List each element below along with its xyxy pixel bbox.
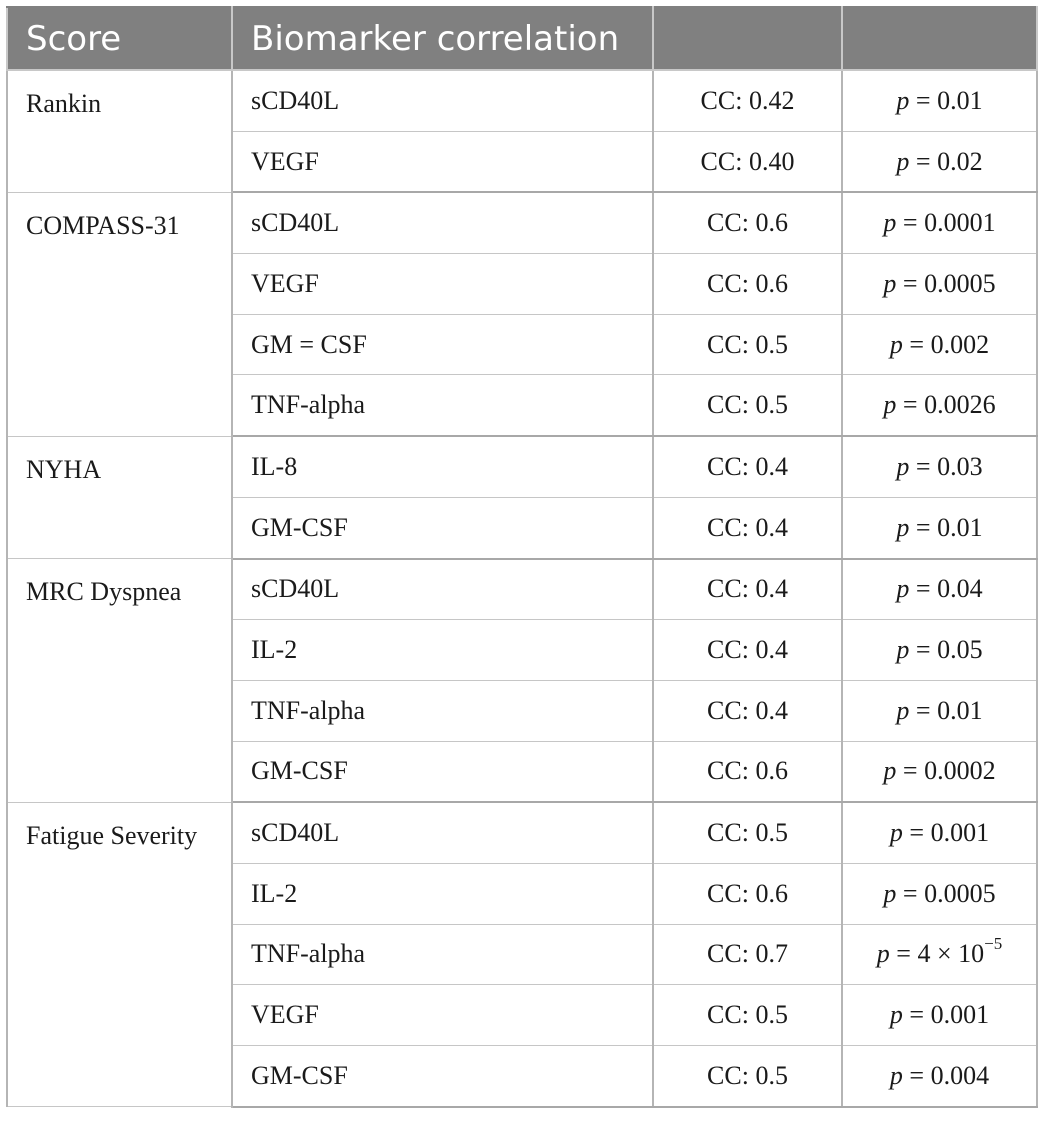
p-symbol: p xyxy=(896,451,910,481)
p-value-text: = 0.05 xyxy=(915,635,983,665)
p-symbol: p xyxy=(883,390,897,420)
p-symbol: p xyxy=(896,146,910,176)
p-value-text: = 0.004 xyxy=(909,1060,990,1090)
cc-cell: CC: 0.6 xyxy=(653,863,842,924)
p-symbol: p xyxy=(896,85,910,115)
cc-cell: CC: 0.5 xyxy=(653,314,842,375)
biomarker-cell: sCD40L xyxy=(232,802,653,863)
p-value-cell xyxy=(842,436,1037,497)
cc-cell: CC: 0.6 xyxy=(653,254,842,315)
p-symbol: p xyxy=(889,1000,903,1030)
p-symbol: p xyxy=(876,939,890,969)
biomarker-cell: GM = CSF xyxy=(232,314,653,375)
header-biomarker-correlation: Biomarker correlation xyxy=(232,7,653,70)
table-row xyxy=(7,559,1037,620)
p-symbol: p xyxy=(883,268,897,298)
p-exponent: −5 xyxy=(984,933,1003,953)
cc-cell: CC: 0.5 xyxy=(653,802,842,863)
cc-cell: CC: 0.40 xyxy=(653,131,842,192)
p-value-cell xyxy=(842,70,1037,131)
p-value-cell xyxy=(842,620,1037,681)
p-symbol: p xyxy=(889,329,903,359)
p-value-cell xyxy=(842,375,1037,436)
header-score: Score xyxy=(7,7,232,70)
biomarker-cell: GM-CSF xyxy=(232,497,653,558)
p-value-text: = 0.0005 xyxy=(902,268,996,298)
p-value-cell xyxy=(842,559,1037,620)
cc-cell: CC: 0.7 xyxy=(653,924,842,985)
p-symbol: p xyxy=(883,756,897,786)
p-symbol: p xyxy=(896,695,910,725)
p-value-cell xyxy=(842,924,1037,985)
cc-cell: CC: 0.4 xyxy=(653,497,842,558)
biomarker-cell: sCD40L xyxy=(232,559,653,620)
p-value-text: = 4 × 10 xyxy=(896,939,985,969)
table-row xyxy=(7,436,1037,497)
score-cell: MRC Dyspnea xyxy=(7,559,232,803)
p-symbol: p xyxy=(889,818,903,848)
p-value-cell xyxy=(842,314,1037,375)
score-cell: NYHA xyxy=(7,436,232,558)
cc-cell: CC: 0.4 xyxy=(653,559,842,620)
p-value-cell xyxy=(842,131,1037,192)
p-value-cell xyxy=(842,1046,1037,1107)
p-value-text: = 0.002 xyxy=(909,329,990,359)
biomarker-cell: TNF-alpha xyxy=(232,924,653,985)
biomarker-cell: IL-2 xyxy=(232,863,653,924)
cc-cell: CC: 0.5 xyxy=(653,985,842,1046)
p-value-cell xyxy=(842,254,1037,315)
table-row xyxy=(7,192,1037,253)
p-symbol: p xyxy=(896,635,910,665)
score-cell: Fatigue Severity xyxy=(7,802,232,1106)
p-value-text: = 0.03 xyxy=(915,451,983,481)
cc-cell: CC: 0.42 xyxy=(653,70,842,131)
cc-cell: CC: 0.6 xyxy=(653,741,842,802)
cc-cell: CC: 0.5 xyxy=(653,375,842,436)
biomarker-cell: TNF-alpha xyxy=(232,680,653,741)
table-row xyxy=(7,70,1037,131)
score-cell: Rankin xyxy=(7,70,232,192)
cc-cell: CC: 0.4 xyxy=(653,436,842,497)
p-value-cell xyxy=(842,497,1037,558)
p-value-text: = 0.0005 xyxy=(902,878,996,908)
header-p-value xyxy=(842,7,1037,70)
p-value-cell xyxy=(842,802,1037,863)
cc-cell: CC: 0.5 xyxy=(653,1046,842,1107)
cc-cell: CC: 0.4 xyxy=(653,680,842,741)
p-value-text: = 0.0002 xyxy=(902,756,996,786)
p-value-text: = 0.0001 xyxy=(902,208,996,238)
biomarker-cell: sCD40L xyxy=(232,70,653,131)
p-value-cell xyxy=(842,985,1037,1046)
biomarker-cell: sCD40L xyxy=(232,192,653,253)
p-value-text: = 0.01 xyxy=(915,85,983,115)
p-value-text: = 0.0026 xyxy=(902,390,996,420)
p-symbol: p xyxy=(883,878,897,908)
biomarker-cell: IL-8 xyxy=(232,436,653,497)
p-value-cell xyxy=(842,192,1037,253)
cc-cell: CC: 0.4 xyxy=(653,620,842,681)
p-value-cell xyxy=(842,741,1037,802)
p-symbol: p xyxy=(896,574,910,604)
table-body xyxy=(7,70,1037,1107)
p-value-text: = 0.01 xyxy=(915,695,983,725)
header-row xyxy=(7,7,1037,70)
p-symbol: p xyxy=(889,1060,903,1090)
biomarker-cell: VEGF xyxy=(232,985,653,1046)
biomarker-cell: VEGF xyxy=(232,254,653,315)
correlation-table xyxy=(6,6,1038,1108)
p-value-text: = 0.001 xyxy=(909,818,990,848)
p-symbol: p xyxy=(883,208,897,238)
p-value-text: = 0.04 xyxy=(915,574,983,604)
p-value-text: = 0.001 xyxy=(909,1000,990,1030)
cc-cell: CC: 0.6 xyxy=(653,192,842,253)
biomarker-cell: IL-2 xyxy=(232,620,653,681)
biomarker-cell: TNF-alpha xyxy=(232,375,653,436)
score-cell: COMPASS-31 xyxy=(7,192,232,436)
p-value-text: = 0.01 xyxy=(915,512,983,542)
p-symbol: p xyxy=(896,512,910,542)
biomarker-cell: VEGF xyxy=(232,131,653,192)
p-value-cell xyxy=(842,680,1037,741)
header-cc xyxy=(653,7,842,70)
biomarker-cell: GM-CSF xyxy=(232,741,653,802)
table-row xyxy=(7,802,1037,863)
p-value-cell xyxy=(842,863,1037,924)
p-value-text: = 0.02 xyxy=(915,146,983,176)
biomarker-cell: GM-CSF xyxy=(232,1046,653,1107)
